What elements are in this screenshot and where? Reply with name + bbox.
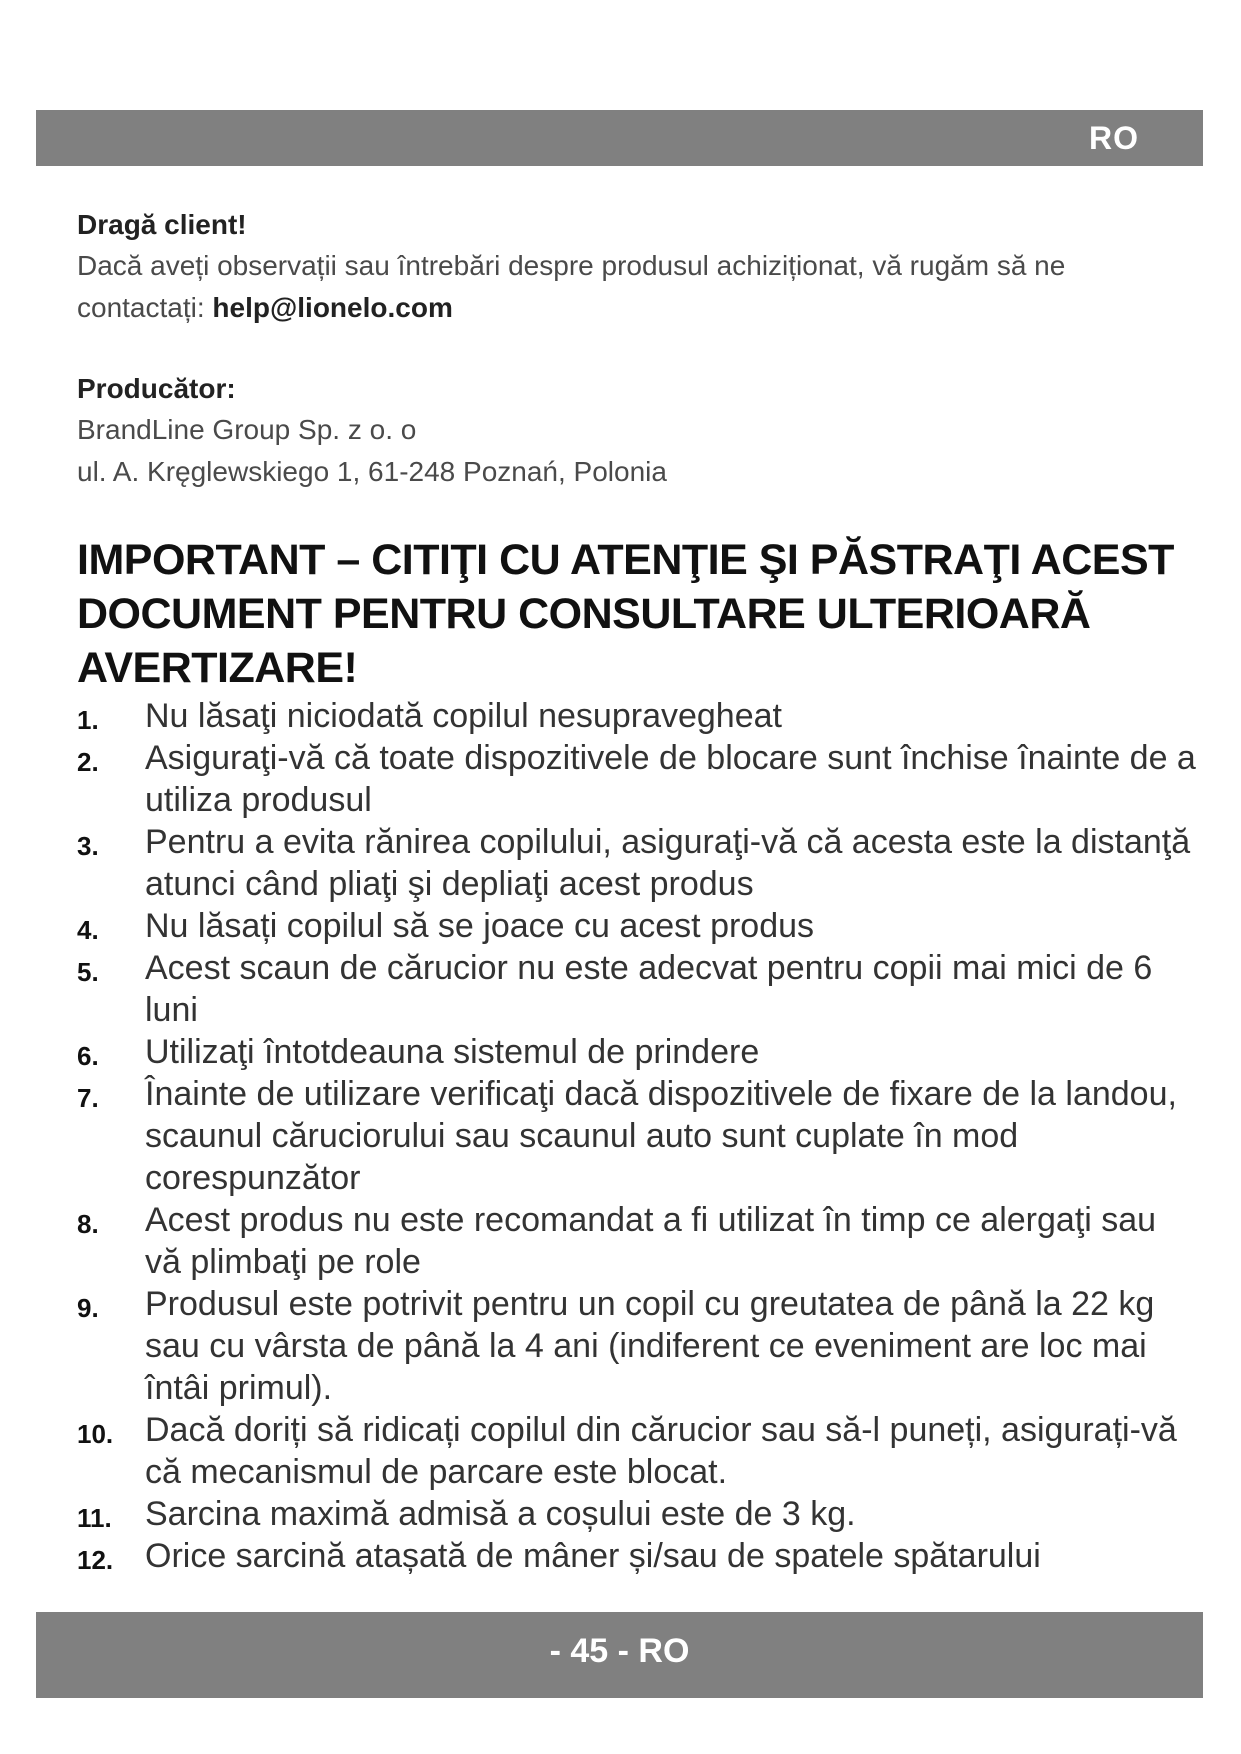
warnings-list: [77, 695, 1197, 1577]
warning-number: 5.: [77, 957, 99, 987]
warning-item: [77, 1073, 1197, 1199]
warning-heading: AVERTIZARE!: [77, 644, 358, 692]
warning-item: [77, 1409, 1197, 1493]
warning-text: Orice sarcină atașată de mâner și/sau de spatele spătarului: [145, 1537, 1041, 1575]
warning-item: [77, 1199, 1197, 1283]
warning-item: [77, 821, 1197, 905]
warning-number: 10.: [77, 1419, 114, 1449]
page-number: - 45 - RO: [549, 1632, 690, 1670]
warning-number: 2.: [77, 747, 99, 777]
warning-text: Produsul este potrivit pentru un copil cu greutatea de până la 22 kg sau cu vârsta de până la 4 ani (indiferent ce eveniment are loc mai întâi primul).: [145, 1285, 1155, 1407]
warning-item: [77, 1493, 1197, 1535]
warning-text: Dacă doriți să ridicați copilul din cărucior sau să-l puneți, asigurați-vă că mecanismul de parcare este blocat.: [145, 1411, 1177, 1491]
warning-number: 6.: [77, 1041, 99, 1071]
language-label: RO: [1089, 120, 1139, 156]
warning-number: 8.: [77, 1209, 99, 1239]
warning-text: Pentru a evita rănirea copilului, asiguraţi-vă că acesta este la distanţă atunci când pliaţi şi depliaţi acest produs: [145, 823, 1191, 903]
manufacturer-block: [77, 369, 1197, 493]
greeting-body: Dacă aveți observații sau întrebări despre produsul achiziționat, vă rugăm să ne contactați:: [77, 250, 1066, 323]
greeting-text: [77, 245, 1197, 329]
warning-item: [77, 947, 1197, 1031]
manufacturer-title: Producător:: [77, 373, 236, 404]
warning-text: Utilizaţi întotdeauna sistemul de prindere: [145, 1033, 760, 1071]
manufacturer-name: BrandLine Group Sp. z o. o: [77, 414, 417, 445]
warning-number: 3.: [77, 831, 99, 861]
warning-item: [77, 1031, 1197, 1073]
warning-text: Înainte de utilizare verificaţi dacă dispozitivele de fixare de la landou, scaunul căruciorului sau scaunul auto sunt cuplate în mod corespunzător: [145, 1075, 1177, 1197]
important-heading: [77, 533, 1197, 695]
warning-text: Asiguraţi-vă că toate dispozitivele de blocare sunt închise înainte de a utiliza produsul: [145, 739, 1196, 819]
greeting-title: Dragă client!: [77, 209, 247, 240]
warning-item: [77, 1535, 1197, 1577]
warning-item: [77, 695, 1197, 737]
page-content: [77, 205, 1197, 1577]
support-email: help@lionelo.com: [212, 292, 453, 323]
warning-number: 4.: [77, 915, 99, 945]
warning-text: Nu lăsaţi niciodată copilul nesupravegheat: [145, 697, 782, 735]
important-heading-line-1: IMPORTANT – CITIŢI CU ATENŢIE ŞI PĂSTRAŢI ACEST: [77, 536, 1174, 584]
warning-text: Acest scaun de cărucior nu este adecvat pentru copii mai mici de 6 luni: [145, 949, 1153, 1029]
important-heading-line-2: DOCUMENT PENTRU CONSULTARE ULTERIOARĂ: [77, 590, 1091, 638]
manufacturer-address: ul. A. Kręglewskiego 1, 61-248 Poznań, Polonia: [77, 456, 667, 487]
warning-number: 12.: [77, 1545, 114, 1575]
warning-number: 11.: [77, 1503, 112, 1533]
warning-item: [77, 1283, 1197, 1409]
warning-number: 1.: [77, 705, 99, 735]
warning-item: [77, 905, 1197, 947]
warning-text: Sarcina maximă admisă a coșului este de 3 kg.: [145, 1495, 856, 1533]
warning-number: 7.: [77, 1083, 99, 1113]
footer-bar: [36, 1612, 1203, 1698]
warning-text: Acest produs nu este recomandat a fi utilizat în timp ce alergaţi sau vă plimbaţi pe role: [145, 1201, 1157, 1281]
warning-text: Nu lăsați copilul să se joace cu acest produs: [145, 907, 815, 945]
warning-item: [77, 737, 1197, 821]
header-bar: [36, 110, 1203, 166]
warning-number: 9.: [77, 1293, 99, 1323]
